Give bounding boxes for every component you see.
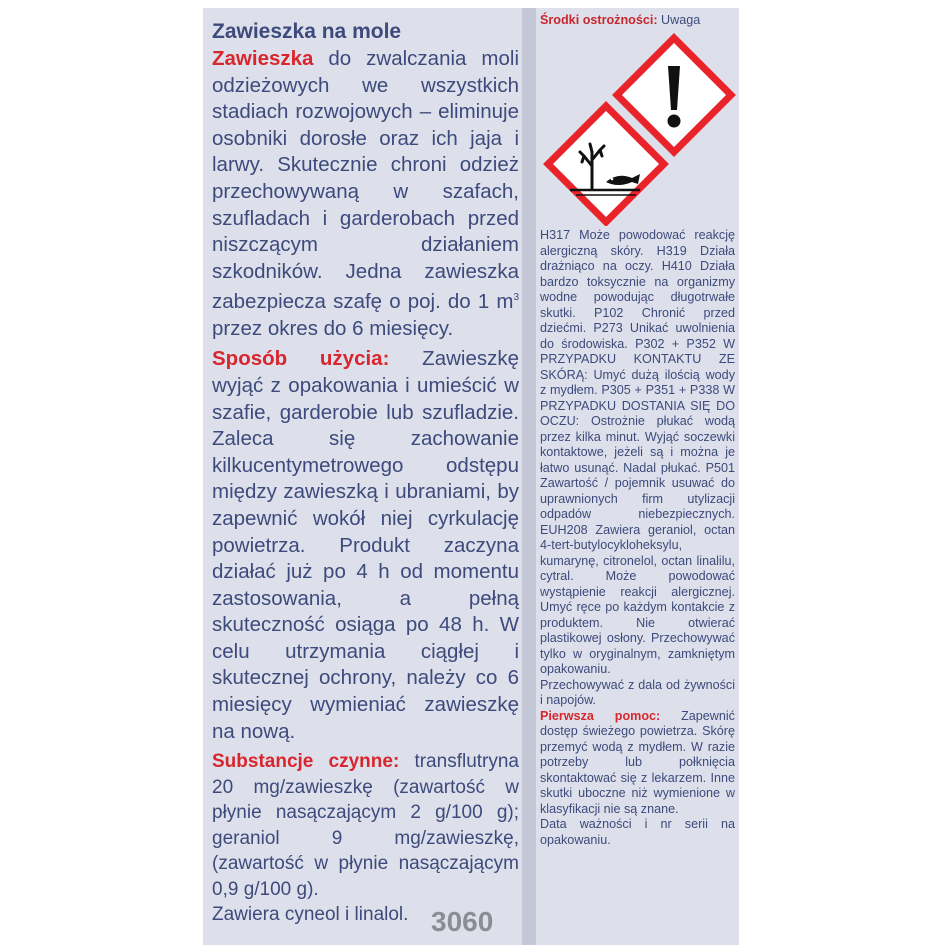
left-column — [203, 8, 523, 945]
hazard-pictograms — [540, 28, 739, 226]
substances-text: transflutryna 20 mg/zawieszkę (zawartość w płynie nasączającym 2 g/100 g); geraniol 9 mg/zawieszkę, (zawartość w płynie nasączającym 0,9 g/100 g). — [212, 751, 519, 900]
intro-sup: 3 — [513, 292, 519, 304]
intro-lead: Zawieszka — [212, 47, 314, 70]
product-label — [203, 8, 739, 945]
expiry-text: Data ważności i nr serii na opakowaniu. — [540, 817, 735, 847]
usage-paragraph — [212, 346, 519, 745]
precautions-label: Środki ostrożności: — [540, 13, 658, 27]
pictogram-area — [540, 28, 735, 226]
usage-label: Sposób użycia: — [212, 347, 390, 371]
substances-paragraph — [212, 749, 519, 902]
storage-text: Przechowywać z dala od żywności i napojów. — [540, 677, 735, 707]
first-aid-paragraph — [540, 709, 735, 818]
first-aid-text: Zapewnić dostęp świeżego powietrza. Skórę przemyć wodą z mydłem. W razie potrzeby lub połknięcia skontaktować się z lekarzem. Inne skutki uboczne niż wymienione w klasyfikacji nie są znane. — [540, 708, 735, 816]
product-code: 3060 — [431, 906, 494, 937]
right-column — [536, 8, 739, 945]
column-divider — [522, 8, 536, 945]
first-aid-label: Pierwsza pomoc: — [540, 708, 661, 723]
intro-tail: przez okres do 6 miesięcy. — [212, 316, 454, 340]
contains-text: Zawiera cyneol i linalol. — [212, 904, 409, 926]
precautions-value: Uwaga — [657, 13, 701, 27]
intro-paragraph — [212, 46, 519, 342]
intro-text: do zwalczania moli odzieżowych we wszystkich stadiach rozwojowych – eliminuje osobniki dorosłe oraz ich jaja i larwy. Skutecznie chroni odzież przechowywaną w szafach, szufladach i garderobach przed niszczącym działaniem szkodników. Jedna zawieszka zabezpiecza szafę o poj. do 1 m — [212, 47, 519, 314]
substances-label: Substancje czynne: — [212, 751, 400, 773]
usage-text: Zawieszkę wyjąć z opakowania i umieścić w szafie, garderobie lub szufladzie. Zaleca się zachowanie kilkucentymetrowego odstępu między zawieszką i ubraniami, by zapewnić wokół niej cyrkulację powietrza. Produkt zaczyna działać już po 4 h od momentu zastosowania, a pełną skuteczność osiąga po 48 h. W celu utrzymania ciągłej i skutecznej ochrony, należy co 6 miesięcy wymieniać zawieszkę na nową. — [212, 347, 520, 743]
product-title: Zawieszka na mole — [212, 20, 402, 43]
precautions-heading — [540, 12, 735, 28]
hazard-statements: H317 Może powodować reakcję alergiczną skóry. H319 Działa drażniąco na oczy. H410 Działa bardzo toksycznie na organizmy wodne powodując długotrwałe skutki. P102 Chronić przed dziećmi. P273 Unikać uwolnienia do środowiska. P302 + P352 W PRZYPADKU KONTAKTU ZE SKÓRĄ: Umyć dużą ilością wody z mydłem. P305 + P351 + P338 W PRZYPADKU DOSTANIA SIĘ DO OCZU: Ostrożnie płukać wodą przez kilka minut. Wyjąć soczewki kontaktowe, jeżeli są i można je łatwo usunąć. Nadal płukać. P501 Zawartość / pojemnik usuwać do uprawnionych firm utylizacji odpadów niebezpiecznych. EUH208 Zawiera geraniol, octan 4-tert-butylocykloheksylu, kumarynę, citronelol, octan linalilu, cytral. Może powodować wystąpienie reakcji alergicznej. Umyć ręce po każdym kontakcie z produktem. Nie otwierać plastikowej osłony. Przechowywać tylko w oryginalnym, zamkniętym opakowaniu. — [540, 228, 735, 676]
